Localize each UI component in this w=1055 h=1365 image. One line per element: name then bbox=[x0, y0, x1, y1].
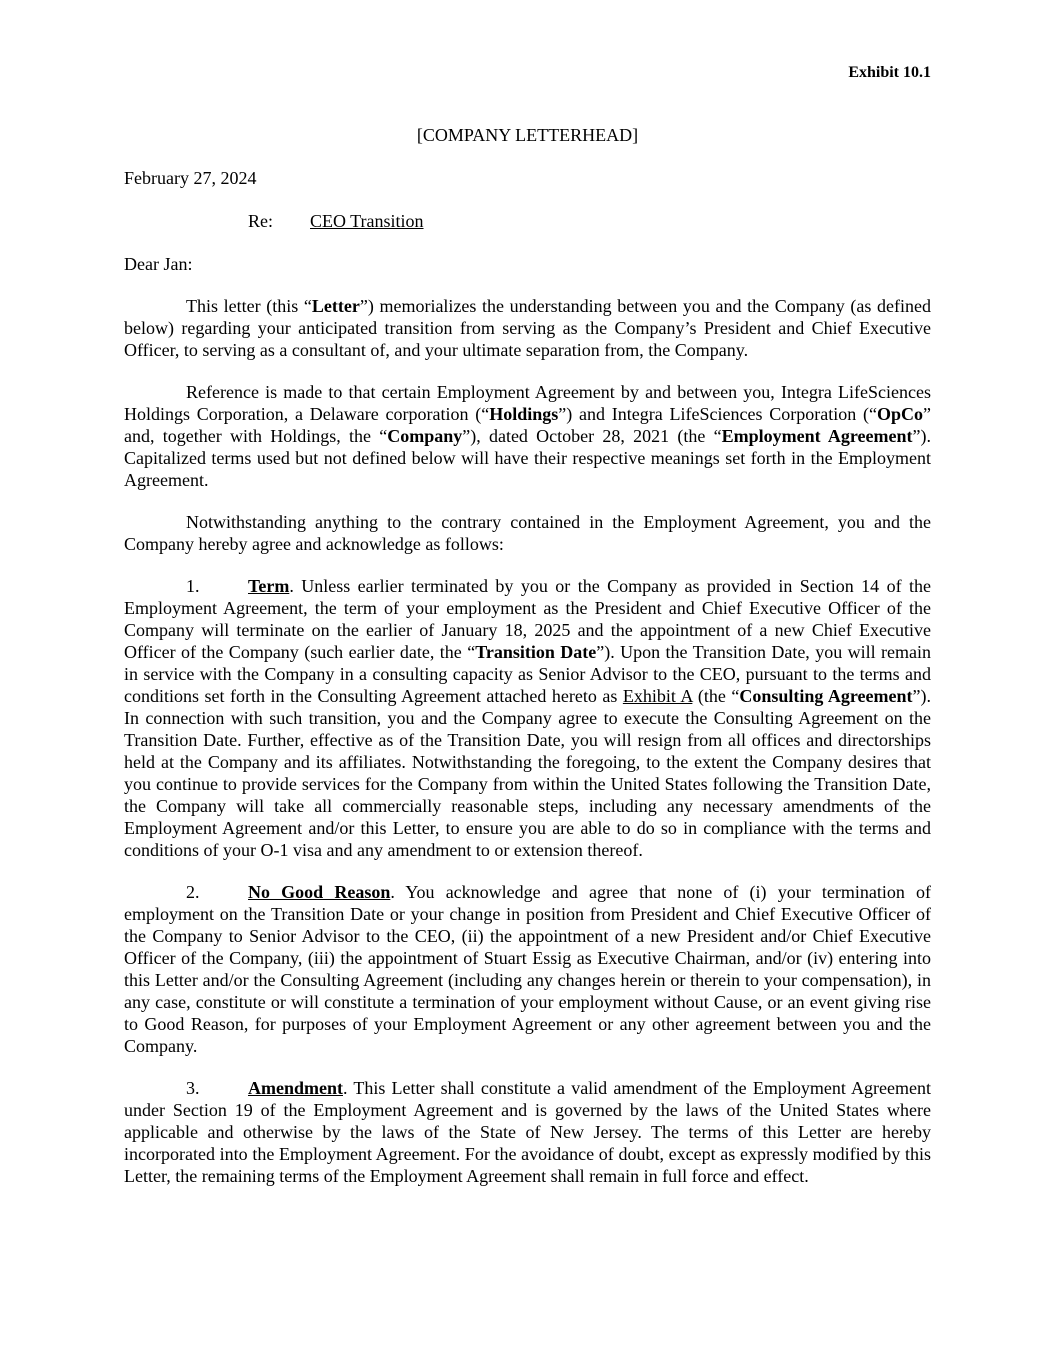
text-run: . Unless earlier terminated by you or the Company as provided in Section 14 of the Employment Agreement, the term of your employment as the President and Chief Executive Officer of the Company will terminate on the earlier of January 18, 2025 and the appointment of a new Chief Executive Officer of the Company (such earlier date, the “ bbox=[124, 576, 931, 662]
defined-term: Transition Date bbox=[475, 642, 597, 662]
body-paragraph bbox=[124, 295, 931, 361]
text-run: ”) and Integra LifeSciences Corporation (“ bbox=[558, 404, 877, 424]
defined-term: Exhibit A bbox=[622, 686, 693, 706]
salutation: Dear Jan: bbox=[124, 254, 193, 274]
body-paragraph bbox=[124, 511, 931, 555]
re-subject: CEO Transition bbox=[310, 211, 424, 231]
exhibit-label: Exhibit 10.1 bbox=[848, 64, 931, 81]
defined-term: OpCo bbox=[876, 404, 923, 424]
letter-date: February 27, 2024 bbox=[124, 168, 257, 188]
section-heading: Amendment bbox=[248, 1078, 343, 1098]
re-label: Re: bbox=[248, 211, 273, 231]
defined-term: Employment Agreement bbox=[721, 426, 913, 446]
defined-term: Consulting Agreement bbox=[739, 686, 913, 706]
text-run: ”), dated October 28, 2021 (the “ bbox=[462, 426, 722, 446]
numbered-section bbox=[124, 575, 931, 861]
text-run: ” and, together with Holdings, the “ bbox=[124, 404, 931, 446]
section-number: 3. bbox=[186, 1078, 200, 1098]
text-run: ”). Upon the Transition Date, you will remain in service with the Company in a consulting capacity as Senior Advisor to the CEO, pursuant to the terms and conditions set forth in the Consulting Agreement attached hereto as bbox=[124, 642, 931, 706]
numbered-section bbox=[124, 1077, 931, 1187]
text-run: . This Letter shall constitute a valid amendment of the Employment Agreement under Section 19 of the Employment Agreement and is governed by the laws of the United States where applicable and otherwise by the laws of the State of New Jersey. The terms of this Letter are hereby incorporated into the Employment Agreement. For the avoidance of doubt, except as expressly modified by this Letter, the remaining terms of the Employment Agreement shall remain in full force and effect. bbox=[124, 1078, 931, 1186]
defined-term: Letter bbox=[311, 296, 360, 316]
text-run: This letter (this “ bbox=[186, 296, 312, 316]
text-run: Reference is made to that certain Employment Agreement by and between you, Integra LifeSciences Holdings Corporation, a Delaware corporation (“ bbox=[124, 382, 931, 424]
text-run: Notwithstanding anything to the contrary contained in the Employment Agreement, you and the Company hereby agree and acknowledge as follows: bbox=[124, 512, 931, 554]
numbered-section bbox=[124, 881, 931, 1057]
text-run: ”). Capitalized terms used but not defined below will have their respective meanings set forth in the Employment Agreement. bbox=[124, 426, 931, 490]
section-number: 2. bbox=[186, 882, 200, 902]
text-run: ”). In connection with such transition, you and the Company agree to execute the Consulting Agreement on the Transition Date. Further, effective as of the Transition Date, you will resign from all offices and directorships held at the Company and its affiliates. Notwithstanding the foregoing, to the extent the Company desires that you continue to provide services for the Company from within the United States following the Transition Date, the Company will take all commercially reasonable steps, including any necessary amendments of the Employment Agreement and/or this Letter, to ensure you are able to do so in compliance with the terms and conditions of your O-1 visa and any amendment to or extension thereof. bbox=[124, 686, 931, 860]
text-run: (the “ bbox=[692, 686, 740, 706]
text-run: . You acknowledge and agree that none of (i) your termination of employment on the Transition Date or your change in position from President and Chief Executive Officer of the Company to Senior Advisor to the CEO, (ii) the appointment of a new President and/or Chief Executive Officer of the Company, (iii) the appointment of Stuart Essig as Executive Chairman, and/or (iv) entering into this Letter and/or the Consulting Agreement (including any changes herein or therein to your compensation), in any case, constitute or will constitute a termination of your employment without Cause, or an event giving rise to Good Reason, for purposes of your Employment Agreement or any other agreement between you and the Company. bbox=[124, 882, 931, 1056]
section-number: 1. bbox=[186, 576, 200, 596]
defined-term: Holdings bbox=[489, 404, 559, 424]
text-run: ”) memorializes the understanding between you and the Company (as defined below) regarding your anticipated transition from serving as the Company’s President and Chief Executive Officer, to serving as a consultant of, and your ultimate separation from, the Company. bbox=[124, 296, 931, 360]
letter-body bbox=[124, 295, 931, 1207]
defined-term: Company bbox=[387, 426, 463, 446]
body-paragraph bbox=[124, 381, 931, 491]
section-heading: Term bbox=[248, 576, 290, 596]
company-letterhead: [COMPANY LETTERHEAD] bbox=[416, 125, 639, 145]
section-heading: No Good Reason bbox=[248, 882, 391, 902]
